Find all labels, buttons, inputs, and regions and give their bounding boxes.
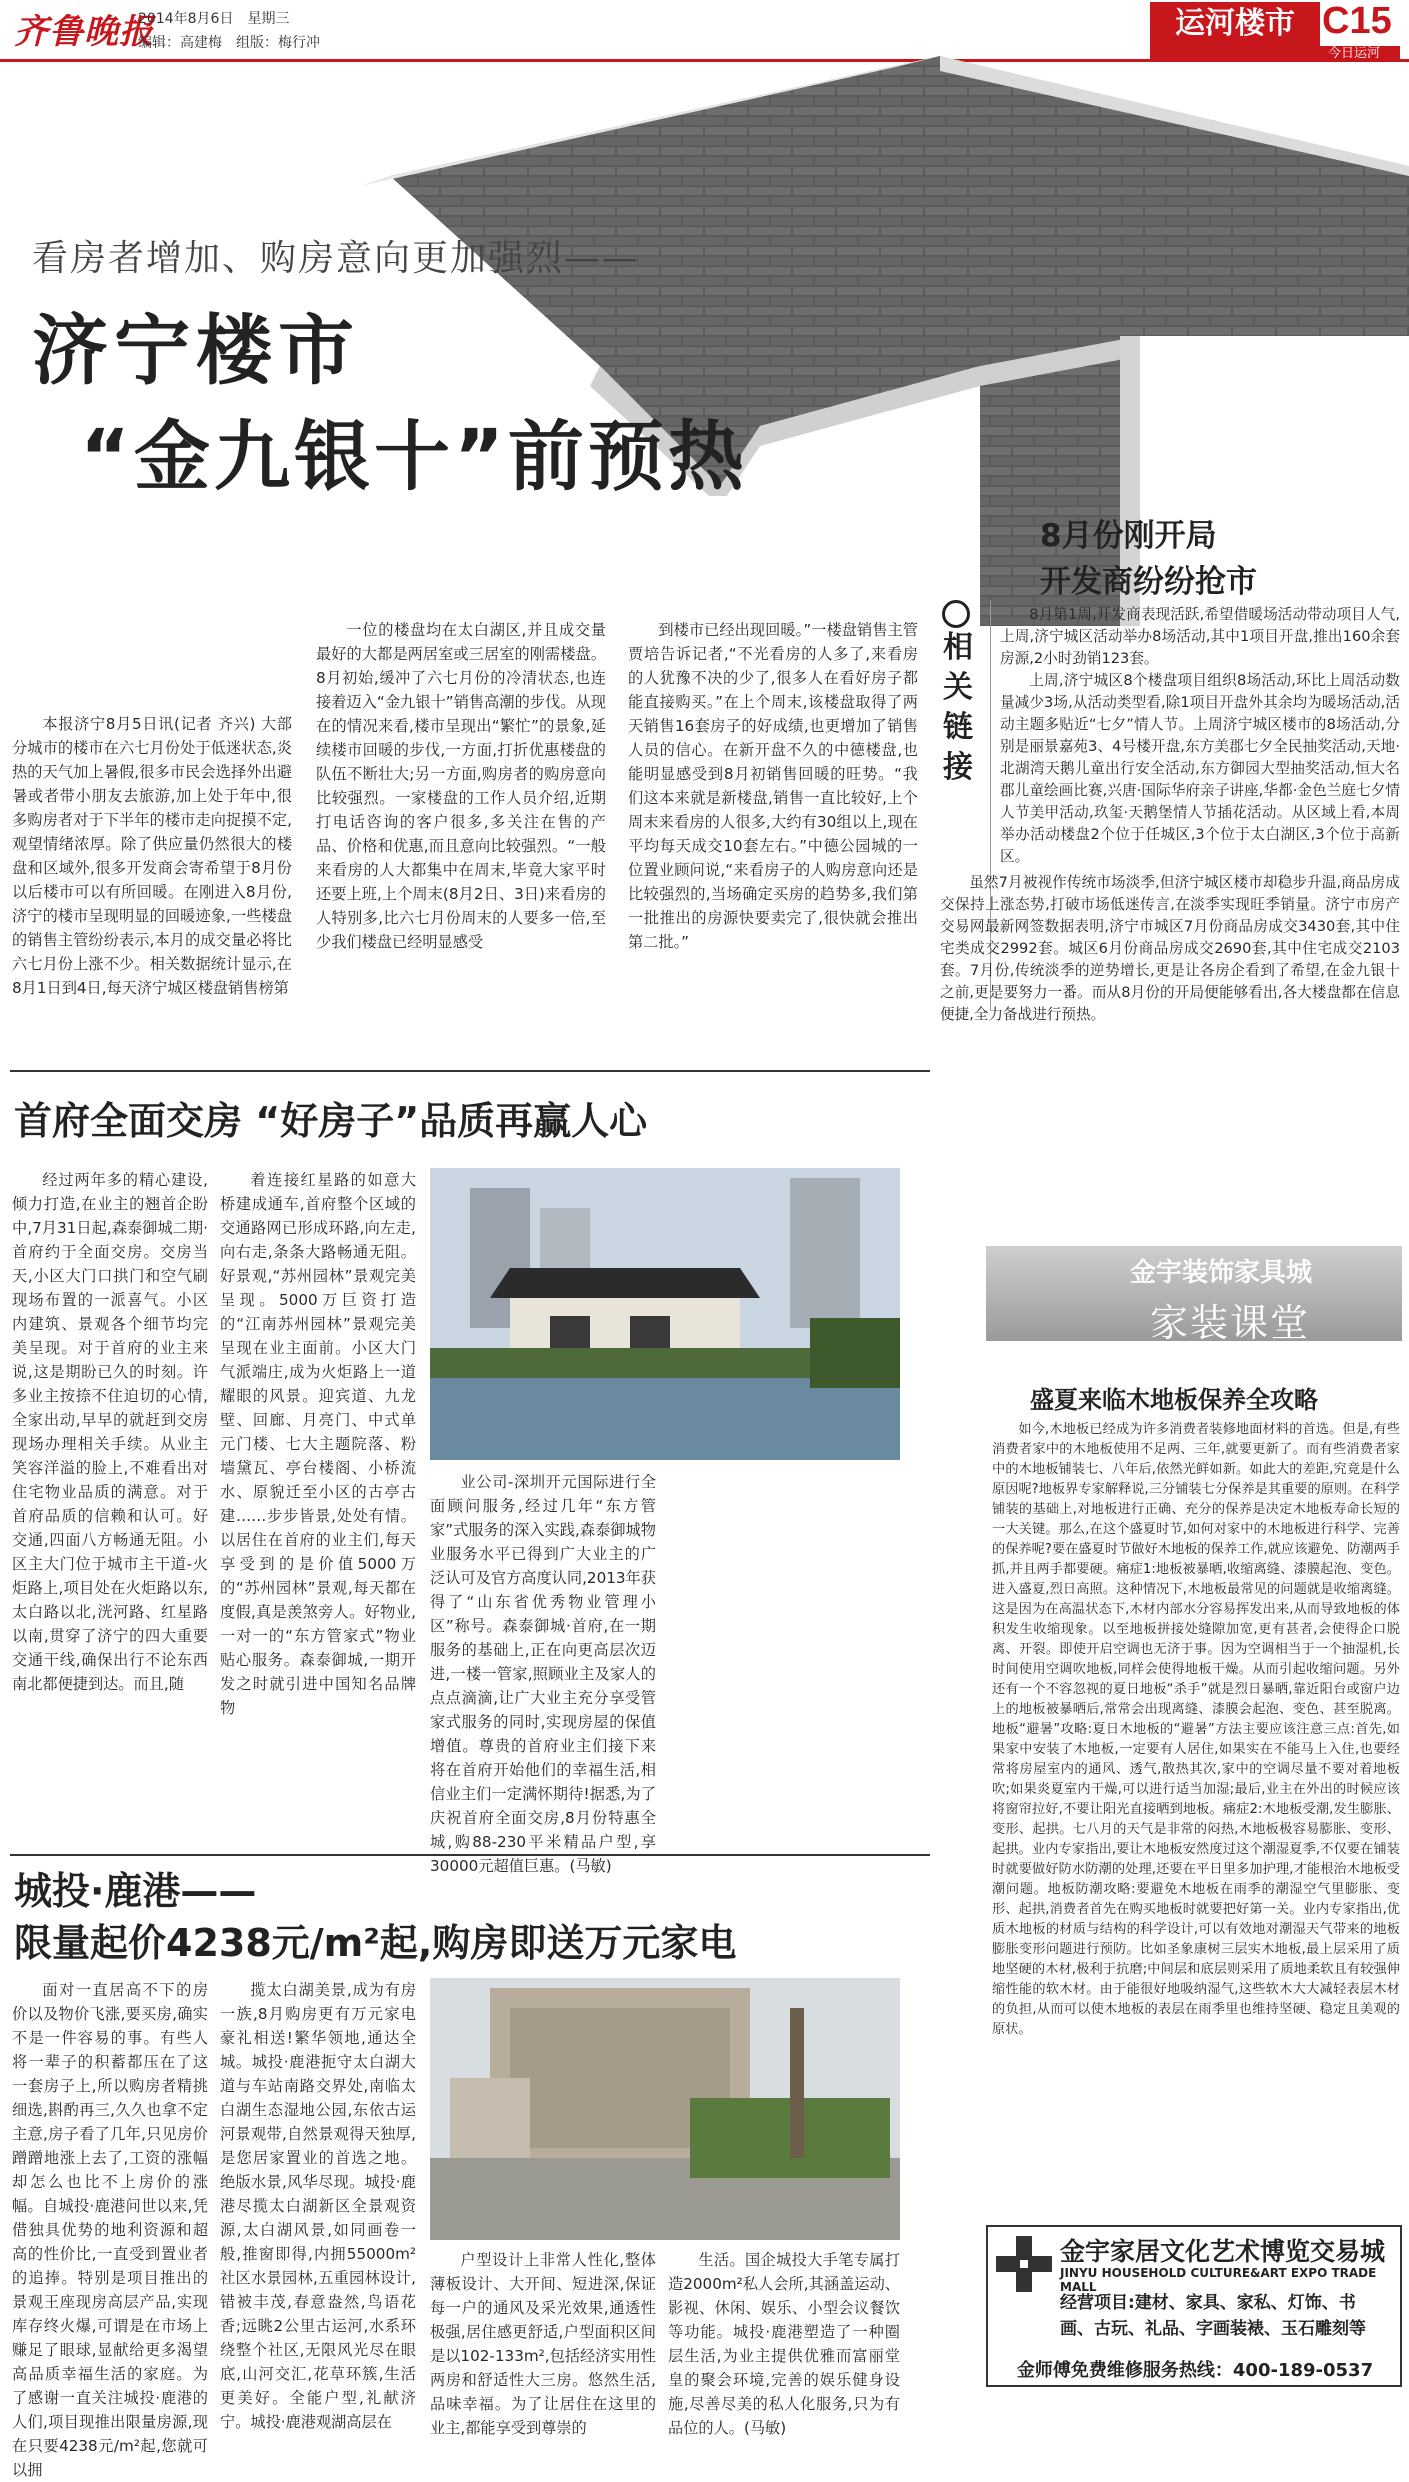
mall-name: 金宇家居文化艺术博览交易城 xyxy=(1060,2237,1386,2266)
article3-column-4 xyxy=(668,2248,900,2437)
ad-brand: 金宇装饰家具城 xyxy=(1130,1258,1313,1288)
article3-text-1: 面对一直居高不下的房价以及物价飞涨,要买房,确实不是一件容易的事。有些人将一辈子的积蓄都压在了这一套房子上,所以购房者精挑细选,斟酌再三,久久也拿不定主意,房子看了几年,只见房价蹭蹭地涨上去了,工资的涨幅却怎么也比不上房价的涨幅。自城投·鹿港问世以来,凭借独具优势的地利资源和超高的性价比,一直受到置业者的追捧。特别是项目推出的景观王座现房高层产品,实现库存终火爆,可谓是在市场上赚足了眼球,显献给更多渴望高品质幸福生活的家庭。为了感谢一直关注城投·鹿港的人们,项目现推出限量房源,现在只要4238元/m²起,您就可以拥 xyxy=(12,1981,208,2479)
bullet-icon xyxy=(942,600,970,628)
article2-text-1: 经过两年多的精心建设,倾力打造,在业主的翘首企盼中,7月31日起,森泰御城二期·首府约于全面交房。交房当天,小区大门口拱门和空气刷现场布置的一派喜气。小区内建筑、景观各个细节均完美呈现。对于首府的业主来说,这是期盼已久的时刻。许多业主按捺不住迫切的心情,全家出动,早早的就赶到交房现场办理相关手续。从业主笑容洋溢的脸上,不难看出对住宅物业品质的满意。对于首府品质的信赖和认可。好交通,四面八方畅通无阻。小区主大门位于城市主干道-火炬路上,项目处在火炬路以东,太白路以北,洸河路、红星路以南,贯穿了济宁的四大重要交通干线,确保出行不论东西南北都便捷到达。而且,随 xyxy=(12,1171,208,1693)
section-title: 运河楼市 xyxy=(1150,2,1320,46)
mall-logo-icon xyxy=(996,2236,1052,2292)
sidebar-headline-2: 开发商纷纷抢市 xyxy=(1040,564,1257,600)
ad-title: 家装课堂 xyxy=(1150,1301,1311,1345)
article2-column-1 xyxy=(12,1168,208,1840)
article2-headline: 首府全面交房 “好房子”品质再赢人心 xyxy=(14,1099,648,1143)
lead-article-text-1: 本报济宁8月5日讯(记者 齐兴) 大部分城市的楼市在六七月份处于低迷状态,炎热的天气加上暑假,很多市民会选择外出避暑或者带小朋友去旅游,加上处于年中,很多购房者对于下半年的楼市走向捉摸不定,观望情绪浓厚。除了供应量仍然很大的楼盘和区域外,很多开发商会寄希望于8月份以后楼市可以有所回暖。在刚进入8月份,济宁的楼市呈现明显的回暖迹象,一些楼盘的销售主管纷纷表示,本月的成交量必将比六七月份上涨不少。相关数据统计显示,在8月1日到4日,每天济宁城区楼盘销售榜第 xyxy=(12,715,292,997)
issue-date: 2014年8月6日 星期三 xyxy=(138,11,290,27)
ad-headline: 盛夏来临木地板保养全攻略 xyxy=(1030,1386,1318,1414)
ad-body xyxy=(992,1420,1400,2215)
article3-headline-line1: 城投·鹿港—— xyxy=(14,1869,257,1913)
article3-column-2 xyxy=(220,1978,416,2431)
article3-text-2: 揽太白湖美景,成为有房一族,8月购房更有万元家电豪礼相送!繁华领地,通达全城。城投·鹿港扼守太白湖大道与车站南路交界处,南临太白湖生态湿地公园,东依古运河景观带,自然景观得天独厚,是您居家置业的首选之地。绝版水景,风华尽现。城投·鹿港尽揽太白湖新区全景观资源,太白湖风景,如同画卷一般,推窗即得,内拥55000m²社区水景园林,五重园林设计,错被丰茂,春意盎然,鸟语花香;远眺2公里古运河,水系环绕整个社区,无限风光尽在眼底,山河交汇,花草环簇,生活更美好。全能户型,礼献济宁。城投·鹿港观湖高层在 xyxy=(220,1981,416,2431)
hero-title-line1: 济宁楼市 xyxy=(32,306,360,395)
divider xyxy=(10,1854,930,1856)
residential-photo xyxy=(430,1978,900,2240)
lead-article-text-3: 到楼市已经出现回暖。”一楼盘销售主管贾培告诉记者,“不光看房的人多了,来看房的人犹豫不决的少了,很多人在看好房子都能直接购买。”在上个周末,该楼盘取得了两天销售16套房子的好成绩,也更增加了销售人员的信心。在新开盘不久的中德楼盘,也能明显感受到8月初销售回暖的旺势。“我们这本来就是新楼盘,销售一直比较好,上个周末来看房的人很多,大约有30组以上,现在平均每天成交10套左右。”中德公园城的一位置业顾问说,“来看房子的人购房意向还是比较强烈的,当场确定买房的趋势多,我们第一批推出的房源快要卖完了,很快就会推出第二批。” xyxy=(628,621,918,951)
mall-business-scope xyxy=(1060,2290,1380,2342)
mall-scope-label: 经营项目: xyxy=(1060,2293,1135,2313)
service-hotline: 金师傅免费维修服务热线：400-189-0537 xyxy=(1016,2360,1374,2381)
article3-text-4: 生活。国企城投大手笔专属打造2000m²私人会所,其涵盖运动、影视、休闲、娱乐、小型会议餐饮等功能。城投·鹿港塑造了一种圈层生活,为业主提供优雅而富丽堂皇的聚会环境,完善的娱乐健身设施,尽善尽美的私人化服务,只为有品位的人。(马敏) xyxy=(668,2251,900,2437)
subsection-title: 今日运河 xyxy=(1150,46,1400,62)
mall-scope-text: 建材、家具、家私、灯饰、书画、古玩、礼品、字画装裱、玉石雕刻等 xyxy=(1060,2293,1366,2339)
garden-photo xyxy=(430,1168,900,1460)
article3-headline-line2: 限量起价4238元/m²起,购房即送万元家电 xyxy=(14,1921,737,1965)
hero-title-line2: “金九银十”前预热 xyxy=(80,412,748,501)
sidebar-text-2: 上周,济宁城区8个楼盘项目组织8场活动,环比上周活动数量减少3场,从活动类型看,除1项目开盘外其余均为暖场活动,活动主题多贴近“七夕”情人节。上周济宁城区楼市的8场活动,分别是丽景嘉苑3、4号楼开盘,东方美郡七夕全民抽奖活动,天地·北湖湾天鹅儿童出行安全活动,东方御园大型抽奖活动,恒大名郡儿童绘画比赛,兴唐·国际华府亲子讲座,华都·金色兰庭七夕情人节美甲活动,玖玺·天鹅堡情人节插花活动。从区域上看,本周举办活动楼盘2个位于任城区,3个位于太白湖区,3个位于高新区。 xyxy=(1000,672,1400,865)
article3-column-1 xyxy=(12,1978,208,2479)
sidebar-paragraph-2 xyxy=(940,872,1400,1202)
sidebar-text-1: 8月第1周,开发商表现活跃,希望借暖场活动带动项目人气,上周,济宁城区活动举办8场活动,其中1项目开盘,推出160余套房源,2小时劲销123套。 xyxy=(1000,606,1400,667)
newspaper-logo: 齐鲁晚报 xyxy=(14,12,154,52)
article2-text-2: 着连接红星路的如意大桥建成通车,首府整个区域的交通路网已形成环路,向左走,向右走,条条大路畅通无阻。好景观,“苏州园林”景观完美呈现。5000万巨资打造的“江南苏州园林”景观完美呈现在业主面前。小区大门气派端庄,成为火炬路上一道耀眼的风景。迎宾道、九龙壁、回廊、月亮门、中式单元门楼、七大主题院落、粉墙黛瓦、亭台楼阁、小桥流水、原貌迁至小区的古亭古建……步步皆景,处处有情。以居住在首府的业主们,每天享受到的是价值5000万的“苏州园林”景观,每天都在度假,真是羡煞旁人。好物业,一对一的“东方管家式”物业贴心服务。森泰御城,一期开发之时就引进中国知名品牌物 xyxy=(220,1171,416,1717)
divider xyxy=(10,1070,930,1072)
lead-article-column-2 xyxy=(316,618,606,1052)
article2-text-3: 业公司-深圳开元国际进行全面顾问服务,经过几年“东方管家”式服务的深入实践,森泰御城物业服务水平已得到广大业主的广泛认可及官方高度认同,2013年获得了“山东省优秀物业管理小区”称号。森泰御城·首府,在一期服务的基础上,正在向更高层次迈进,一楼一管家,照顾业主及家人的点点滴滴,让广大业主充分享受管家式服务的同时,实现房屋的保值增值。尊贵的首府业主们接下来将在首府开始他们的幸福生活,相信业主们一定满怀期待!据悉,为了庆祝首府全面交房,8月份特惠全城,购88-230平米精品户型,享30000元超值巨惠。(马敏) xyxy=(430,1473,656,1875)
editor-credits: 编辑：高建梅 组版：梅行冲 xyxy=(138,35,320,51)
sidebar-paragraph-1 xyxy=(1000,604,1400,864)
mall-name-english: JINYU HOUSEHOLD CULTURE&ART EXPO TRADE MALL xyxy=(1060,2266,1377,2294)
article2-column-2 xyxy=(220,1168,416,1840)
ad-body-text: 如今,木地板已经成为许多消费者装修地面材料的首选。但是,有些消费者家中的木地板使用不足两、三年,就要更新了。而有些消费者家中的木地板铺装七、八年后,依然光鲜如新。如此大的差距,究竟是什么原因呢?地板界专家解释说,三分铺装七分保养是其重要的原则。在科学铺装的基础上,对地板进行正确、充分的保养是决定木地板寿命长短的一大关键。那么,在这个盛夏时节,如何对家中的木地板进行科学、完善的保养呢?要在盛夏时节做好木地板的保养工作,就应该避免、防潮两手抓,并且两手都要硬。痛症1:地板被暴晒,收缩离缝、漆膜起泡、变色。进入盛夏,烈日高照。这种情况下,木地板最常见的问题就是收缩离缝。这是因为在高温状态下,木材内部水分容易挥发出来,从而导致地板的体积发生收缩现象。以至地板拼接处缝隙加宽,更有甚者,会使得企口脱离、开裂。即使开启空调也无济于事。因为空调相当于一个抽湿机,长时间使用空调吹地板,同样会使得地板干燥。从而引起收缩问题。另外还有一个不容忽视的夏日地板“杀手”就是烈日暴晒,靠近阳台或窗户边上的地板被暴晒后,常常会出现离缝、漆膜会起泡、变色、甚至脱离。地板“避暑”攻略:夏日木地板的“避暑”方法主要应该注意三点:首先,如果家中安装了木地板,一定要有人居住,如果实在不能马上入住,也要经常将房屋室内的通风、透气,散热其次,家中的空调尽量不要对着地板吹;如果炎夏室内干燥,可以进行适当加湿;最后,业主在外出的时候应该将窗帘拉好,不要让阳光直接晒到地板。痛症2:木地板受潮,发生膨胀、变形、起拱。七八月的天气是非常的闷热,木地板极容易膨胀、变形、起拱。业内专家指出,要让木地板安然度过这个潮湿夏季,不仅要在铺装时就要做好防水防潮的处理,还要在平日里多加护理,才能根治木地板受潮问题。地板防潮攻略:要避免木地板在雨季的潮湿空气里膨胀、变形、起拱,消费者首先在购买地板时就要把好第一关。业内专家指出,优质木地板的材质与结构的科学设计,可以有效地对潮湿天气带来的地板膨胀变形问题进行预防。比如圣象康树三层实木地板,最上层采用了质地坚硬的木材,极利于抗磨;中间层和底层则采用了质地柔软且有较强伸缩性能的软木材。由于能很好地吸纳湿气,这些软木大大减轻表层木材的负担,从而可以使木地板的表层在雨季里也维持坚硬、稳定且美观的原状。 xyxy=(992,1422,1400,2037)
sidebar-text-3: 虽然7月被视作传统市场淡季,但济宁城区楼市却稳步升温,商品房成交保持上涨态势,打破市场低迷传言,在淡季实现旺季销量。济宁市房产交易网最新网签数据表明,济宁市城区7月份商品房成交3430套,其中住宅类成交2992套。城区6月份商品房成交2690套,其中住宅成交2103套。7月份,传统淡季的逆势增长,更是让各房企看到了希望,在金九银十之前,更是要努力一番。而从8月份的开局便能够看出,各大楼盘都在信息便捷,全力备战进行预热。 xyxy=(940,874,1400,1023)
article3-column-3 xyxy=(430,2248,656,2437)
related-link-label: 相关链接 xyxy=(943,630,973,785)
hero-kicker: 看房者增加、购房意向更加强烈—— xyxy=(32,238,641,279)
article3-text-3: 户型设计上非常人性化,整体薄板设计、大开间、短进深,保证每一户的通风及采光效果,通透性极强,居住感更舒适,户型面积区间是以102-133m²,包括经济实用性两房和舒适性大三房。悠然生活,品味幸福。为了让居住在这里的业主,都能享受到尊崇的 xyxy=(430,2251,656,2437)
lead-article-column-1 xyxy=(12,712,292,1052)
sidebar-headline-1: 8月份刚开局 xyxy=(1040,518,1217,554)
page-number: C15 xyxy=(1322,0,1392,42)
article2-column-3 xyxy=(430,1470,656,1875)
lead-article-column-3 xyxy=(628,618,918,1052)
lead-article-text-2: 一位的楼盘均在太白湖区,并且成交量最好的大都是两居室或三居室的刚需楼盘。8月初始,缓冲了六七月份的冷清状态,也连接着迈入“金九银十”销售高潮的步伐。从现在的情况来看,楼市呈现出“繁忙”的景象,延续楼市回暖的步伐,一方面,打折优惠楼盘的队伍不断壮大;另一方面,购房者的购房意向比较强烈。一家楼盘的工作人员介绍,近期打电话咨询的客户很多,多关注在售的产品、价格和优惠,而且意向比较强烈。“一般来看房的人大都集中在周末,毕竟大家平时还要上班,上个周末(8月2日、3日)来看房的人特别多,比六七月份周末的人要多一倍,至少我们楼盘已经明显感受 xyxy=(316,621,606,951)
